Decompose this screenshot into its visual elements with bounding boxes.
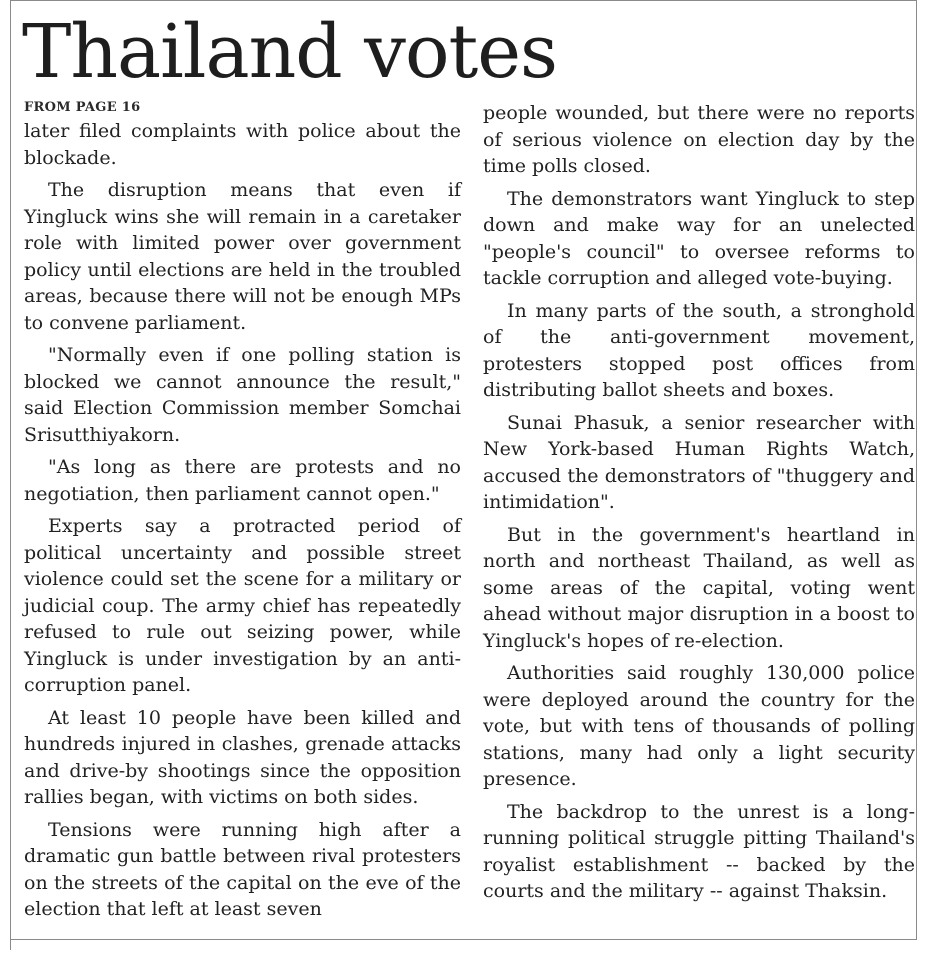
page-border-left bbox=[10, 0, 11, 950]
article-column-left bbox=[24, 98, 461, 929]
paragraph: later filed complaints with police about the blockade. bbox=[24, 120, 461, 169]
paragraph: Sunai Phasuk, a senior researcher with New York-based Human Rights Watch, accused the demonstrators of "thuggery and intimidation". bbox=[483, 411, 915, 513]
paragraph: Authorities said roughly 130,000 police were deployed around the country for the vote, but with tens of thousands of polling stations, many had only a light security presence. bbox=[483, 662, 915, 790]
article-column-right bbox=[483, 100, 915, 911]
page-border-bottom bbox=[10, 939, 916, 940]
paragraph: In many parts of the south, a stronghold of the anti-government movement, protesters stopped post offices from distributing ballot sheets and boxes. bbox=[483, 299, 915, 401]
paragraph: The backdrop to the unrest is a long-running political struggle pitting Thailand's royalist establishment -- backed by the courts and the military -- against Thaksin. bbox=[483, 800, 915, 902]
paragraph: "Normally even if one polling station is blocked we cannot announce the result," said Election Commission member Somchai Srisutthiyakorn. bbox=[24, 344, 461, 446]
paragraph: The demonstrators want Yingluck to step down and make way for an unelected "people's council" to oversee reforms to tackle corruption and alleged vote-buying. bbox=[483, 187, 915, 289]
jump-line: FROM PAGE 16 bbox=[24, 100, 141, 115]
paragraph: "As long as there are protests and no negotiation, then parliament cannot open." bbox=[24, 456, 461, 505]
paragraph: people wounded, but there were no reports of serious violence on election day by the time polls closed. bbox=[483, 102, 915, 177]
paragraph: The disruption means that even if Yingluck wins she will remain in a caretaker role with limited power over government policy until elections are held in the troubled areas, because there will not be enough MPs to convene parliament. bbox=[24, 179, 461, 334]
paragraph: Tensions were running high after a dramatic gun battle between rival protesters on the streets of the capital on the eve of the election that left at least seven bbox=[24, 818, 461, 920]
page-border-right bbox=[916, 0, 917, 940]
page-border-top bbox=[10, 0, 916, 1]
headline: Thailand votes bbox=[22, 9, 558, 95]
paragraph: Experts say a protracted period of political uncertainty and possible street violence could set the scene for a military or judicial coup. The army chief has repeatedly refused to rule out seizing power, while Yingluck is under investigation by an anti-corruption panel. bbox=[24, 515, 461, 696]
paragraph: At least 10 people have been killed and hundreds injured in clashes, grenade attacks and drive-by shootings since the opposition rallies began, with victims on both sides. bbox=[24, 706, 461, 808]
paragraph: But in the government's heartland in north and northeast Thailand, as well as some areas of the capital, voting went ahead without major disruption in a boost to Yingluck's hopes of re-election. bbox=[483, 523, 915, 652]
